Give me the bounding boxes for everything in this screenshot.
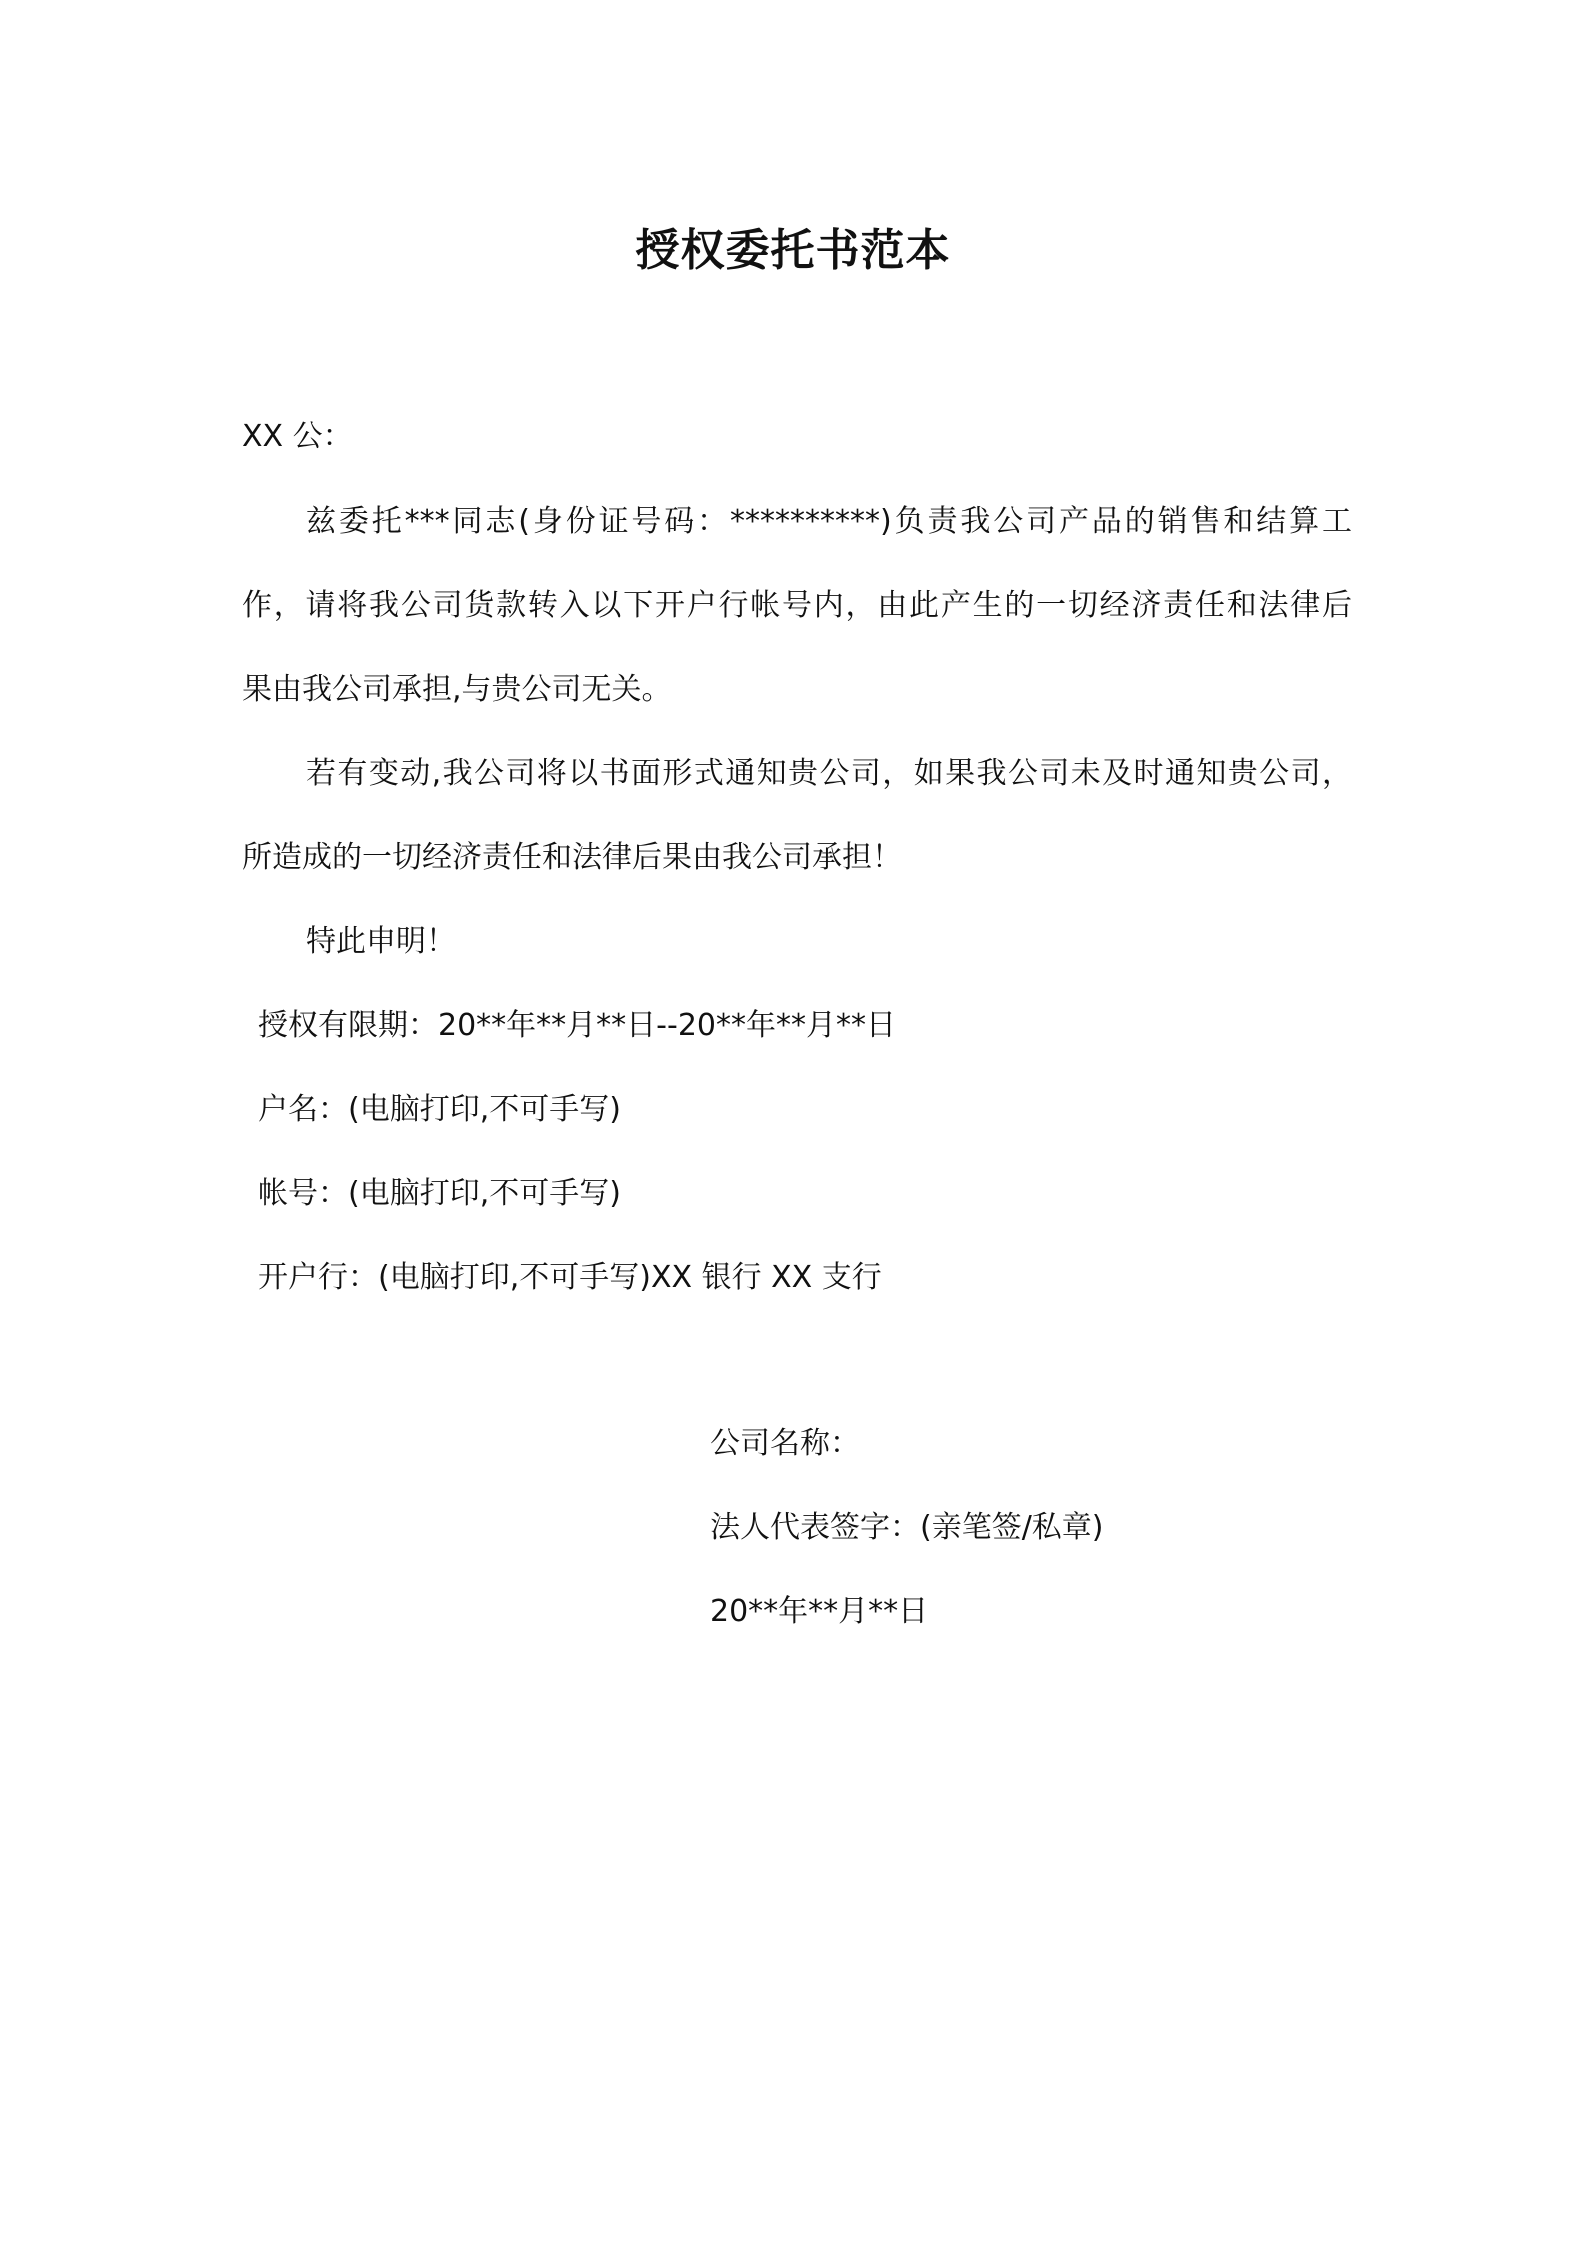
- paragraph-1-line-1: 兹委托***同志(身份证号码：**********)负责我公司产品的销售和结算工: [306, 504, 1352, 539]
- company-name-label: 公司名称：: [710, 1426, 860, 1461]
- validity-field: 授权有限期：20**年**月**日--20**年**月**日: [258, 1008, 896, 1043]
- document-title: 授权委托书范本: [635, 225, 951, 276]
- bank-field: 开户行：(电脑打印,不可手写)XX 银行 XX 支行: [258, 1260, 882, 1295]
- account-number-field: 帐号：(电脑打印,不可手写): [258, 1176, 621, 1211]
- paragraph-1-line-2: 作，请将我公司货款转入以下开户行帐号内，由此产生的一切经济责任和法律后: [242, 588, 1352, 623]
- signature-date: 20**年**月**日: [710, 1594, 929, 1629]
- paragraph-2-line-2: 所造成的一切经济责任和法律后果由我公司承担！: [242, 840, 902, 875]
- legal-representative-signature: 法人代表签字：(亲笔签/私章): [710, 1510, 1104, 1545]
- paragraph-2-line-1: 若有变动,我公司将以书面形式通知贵公司，如果我公司未及时通知贵公司，: [306, 756, 1352, 791]
- paragraph-1-line-3: 果由我公司承担,与贵公司无关。: [242, 672, 672, 707]
- salutation: XX 公：: [242, 419, 353, 454]
- account-name-field: 户名：(电脑打印,不可手写): [258, 1092, 621, 1127]
- declaration: 特此申明！: [306, 924, 456, 959]
